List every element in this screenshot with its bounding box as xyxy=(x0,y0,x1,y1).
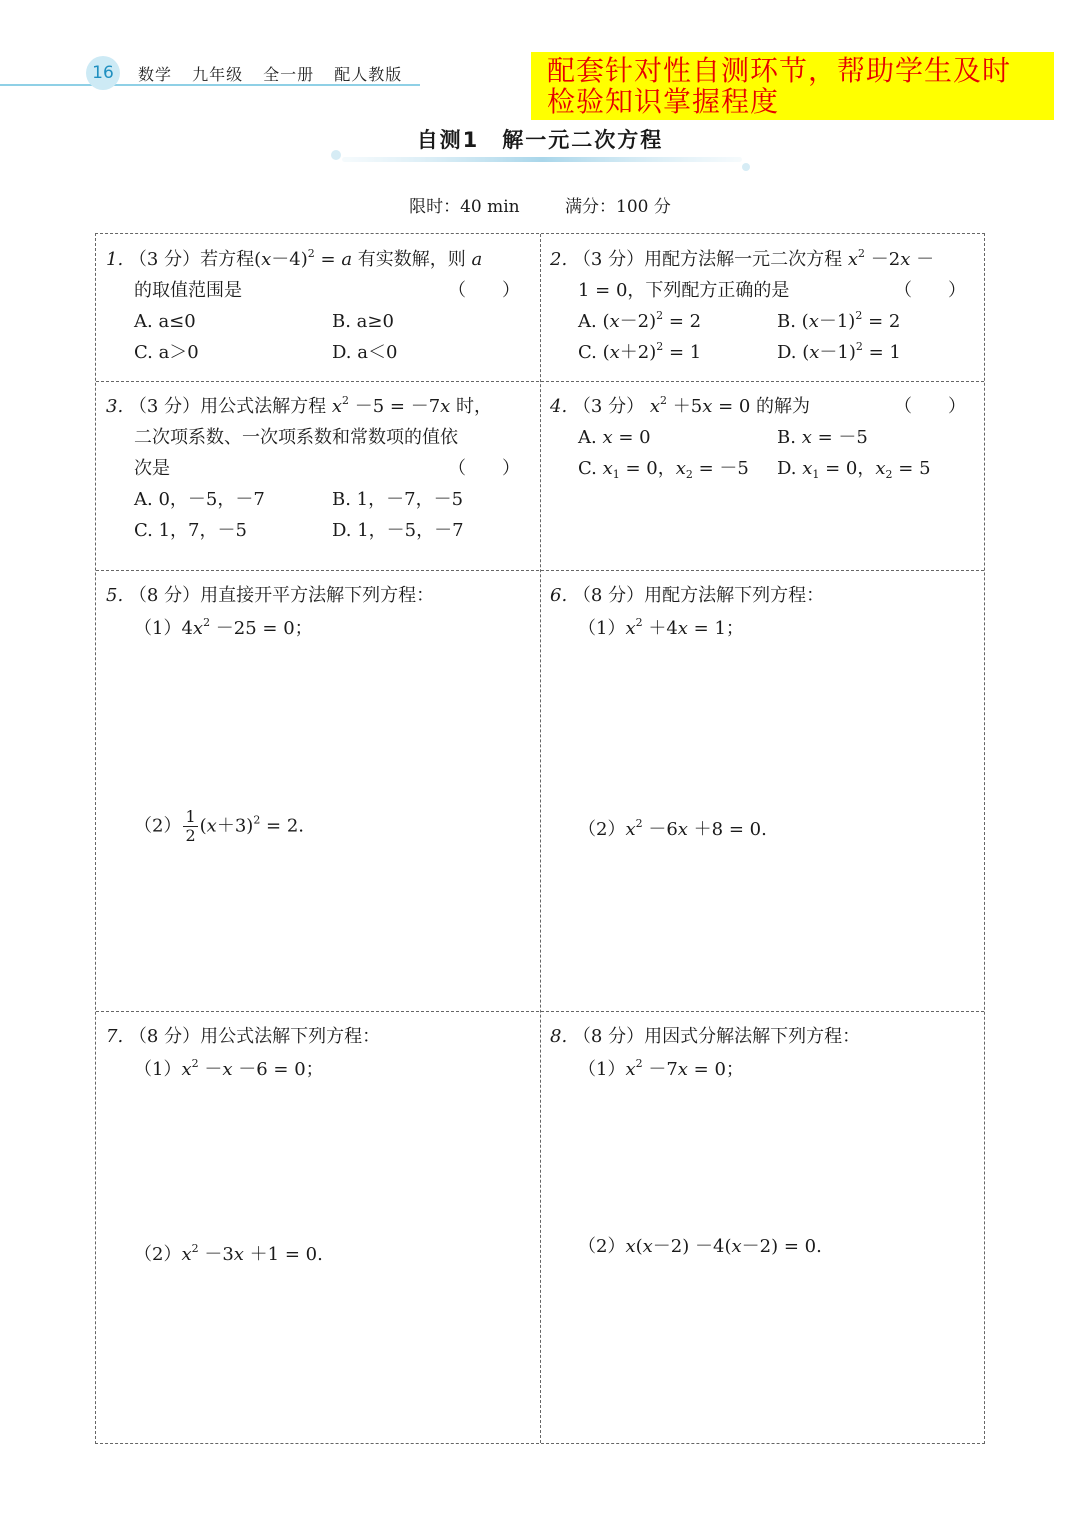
question-number: 4. xyxy=(550,396,568,417)
question-score: （8 分） xyxy=(128,585,201,606)
sub-question-label: （1） xyxy=(578,618,626,639)
option-label: C. xyxy=(578,458,597,479)
question-stem: 的解为 xyxy=(756,396,811,417)
sub-question-2: $(2)x^2 -3x +1 = 0$. xyxy=(134,1242,323,1265)
options-row-1 xyxy=(550,306,976,337)
question-score: （8 分） xyxy=(572,1026,645,1047)
question-stem-cont: 有实数解，则 xyxy=(357,249,466,270)
options-row-2 xyxy=(106,515,530,546)
option-d: D. 1，－5，－7 xyxy=(332,520,464,541)
option-label: D. xyxy=(777,458,797,479)
question-number: 7. xyxy=(106,1026,124,1047)
sub-question-label: （1） xyxy=(578,1059,626,1080)
question-grid xyxy=(95,233,985,1444)
book-info: 数学 九年级 全一册 配人教版 xyxy=(138,65,403,84)
title-underline-decoration xyxy=(330,148,750,172)
question-stem: 若方程 xyxy=(200,249,255,270)
option-label: B. xyxy=(777,427,796,448)
options-row-1 xyxy=(106,484,530,515)
banner-line-2: 检验知识掌握程度 xyxy=(547,85,780,118)
question-number: 5. xyxy=(106,585,124,606)
sub-question-label: （2） xyxy=(134,1244,182,1265)
question-stem: 用配方法解下列方程： xyxy=(644,585,825,606)
question-6 xyxy=(540,570,986,1011)
question-score: （3 分） xyxy=(128,249,201,270)
option-d: D. $(x-1)^2 = 1$ xyxy=(777,340,901,363)
question-score: （3 分） xyxy=(572,249,645,270)
answer-bracket: （ ） xyxy=(448,458,520,479)
question-stem-line2: 1 = 0，下列配方正确的是 xyxy=(578,280,790,301)
question-score: （3 分） xyxy=(128,396,201,417)
question-number: 3. xyxy=(106,396,124,417)
question-stem-line2: 二次项系数、一次项系数和常数项的值依 xyxy=(134,427,458,448)
answer-bracket: （ ） xyxy=(448,280,520,301)
option-label: C. xyxy=(578,342,597,363)
option-c: C. $x_1 = 0$，$x_2 = -5$ xyxy=(578,458,749,481)
sub-question-label: （1） xyxy=(134,1059,182,1080)
page-title: 自测1 解一元二次方程 xyxy=(416,128,664,152)
question-3: 3. （3 分）用公式法解方程 $x^2 -5 = -7x$ 时， 二次项系数、一次项系数和常数项的值依 次是 （ ） A. 0，－5，－7 B. 1，－7，－5 C. 1，7，－5 D. 1，－5，－7 xyxy=(96,381,540,570)
option-label: A. xyxy=(578,427,597,448)
options-row-1 xyxy=(106,306,530,337)
options-row-1 xyxy=(550,422,976,453)
question-1: 1. （3 分）若方程$(x-4)^2 = a$ 有实数解，则 a 的取值范围是 （ ） A. a≤0 B. a≥0 C. a＞0 D. a＜0 xyxy=(96,234,540,381)
sub-question-1: $(1)x^2 -x -6 = 0$； xyxy=(134,1057,324,1080)
page-number: 16 xyxy=(86,56,120,90)
question-number: 1. xyxy=(106,249,124,270)
sub-question-2: $(2)x^2 -6x +8 = 0$. xyxy=(578,817,767,840)
question-stem: 用配方法解一元二次方程 xyxy=(644,249,843,270)
sub-question-label: （1） xyxy=(134,618,182,639)
option-label: A. xyxy=(578,311,597,332)
option-label: B. xyxy=(777,311,796,332)
banner-line-1: 配套针对性自测环节，帮助学生及时 xyxy=(547,54,1012,87)
answer-bracket: （ ） xyxy=(894,280,966,301)
option-b: B. x = －5 xyxy=(777,427,868,448)
option-b: B. a≥0 xyxy=(332,311,394,332)
options-row-2 xyxy=(550,453,976,484)
variable-a: a xyxy=(471,249,483,270)
options-row-2 xyxy=(106,337,530,368)
question-stem-line2: 的取值范围是 xyxy=(134,280,242,301)
option-d: D. $x_1 = 0$，$x_2 = 5$ xyxy=(777,458,931,481)
sub-question-label: （2） xyxy=(578,819,626,840)
option-b: B. $(x-1)^2 = 2$ xyxy=(777,309,901,332)
question-score: （8 分） xyxy=(572,585,645,606)
option-a: A. x = 0 xyxy=(578,427,651,448)
time-limit: 限时：40 min xyxy=(409,197,520,217)
question-stem: 用公式法解下列方程： xyxy=(200,1026,381,1047)
question-stem: 用直接开平方法解下列方程： xyxy=(200,585,435,606)
option-d: D. a＜0 xyxy=(332,342,398,363)
fraction-one-half: $\frac{1}{2}$ xyxy=(185,807,196,845)
question-score: （8 分） xyxy=(128,1026,201,1047)
option-c: C. a＞0 xyxy=(134,342,199,363)
sub-question-1: $(1)4x^2 -25 = 0$； xyxy=(134,616,313,639)
time-score-limits xyxy=(0,192,1080,217)
sub-question-label: （2） xyxy=(578,1236,626,1257)
question-5 xyxy=(96,570,540,1011)
question-number: 8. xyxy=(550,1026,568,1047)
question-number: 6. xyxy=(550,585,568,606)
option-a: A. a≤0 xyxy=(134,311,196,332)
question-8 xyxy=(540,1011,986,1443)
question-4: 4. （3 分） $x^2 +5x = 0$ 的解为 （ ） A. x = 0 B. x = －5 C. $x_1 = 0$，$x_2 = -5$ D. $x_1 = 0$，$x_2 = 5$ xyxy=(540,381,986,570)
question-stem: 用公式法解方程 xyxy=(200,396,327,417)
sub-question-1: $(1)x^2 -7x = 0$； xyxy=(578,1057,744,1080)
question-number: 2. xyxy=(550,249,568,270)
sub-question-2: （2） $\frac{1}{2}$ $(x+3)^2 = 2$. xyxy=(134,807,305,845)
options-row-2 xyxy=(550,337,976,368)
highlight-banner xyxy=(531,52,1054,120)
option-c: C. $(x+2)^2 = 1$ xyxy=(578,340,702,363)
sub-question-2: （2）x(x－2) －4(x－2) = 0. xyxy=(578,1236,822,1257)
question-stem-line3: 次是 xyxy=(134,458,170,479)
question-2: 2. （3 分）用配方法解一元二次方程 $x^2 -2x$ － 1 = 0，下列配方正确的是 （ ） A. $(x-2)^2 = 2$ B. $(x-1)^2 = 2$ C. $(x+2)^2 = 1$ D. $(x-1)^2 = 1$ xyxy=(540,234,986,381)
question-stem: 用因式分解法解下列方程： xyxy=(644,1026,861,1047)
question-7 xyxy=(96,1011,540,1443)
question-stem-cont: 时， xyxy=(456,396,493,417)
answer-bracket: （ ） xyxy=(894,396,966,417)
option-label: D. xyxy=(777,342,797,363)
option-b: B. 1，－7，－5 xyxy=(332,489,464,510)
sub-question-1: $(1)x^2 +4x = 1$； xyxy=(578,616,744,639)
full-score: 满分：100 分 xyxy=(565,197,671,217)
option-a: A. $(x-2)^2 = 2$ xyxy=(578,309,702,332)
question-score: （3 分） xyxy=(572,396,645,417)
option-c: C. 1，7，－5 xyxy=(134,520,247,541)
sub-question-label: （2） xyxy=(134,815,182,837)
option-a: A. 0，－5，－7 xyxy=(134,489,265,510)
